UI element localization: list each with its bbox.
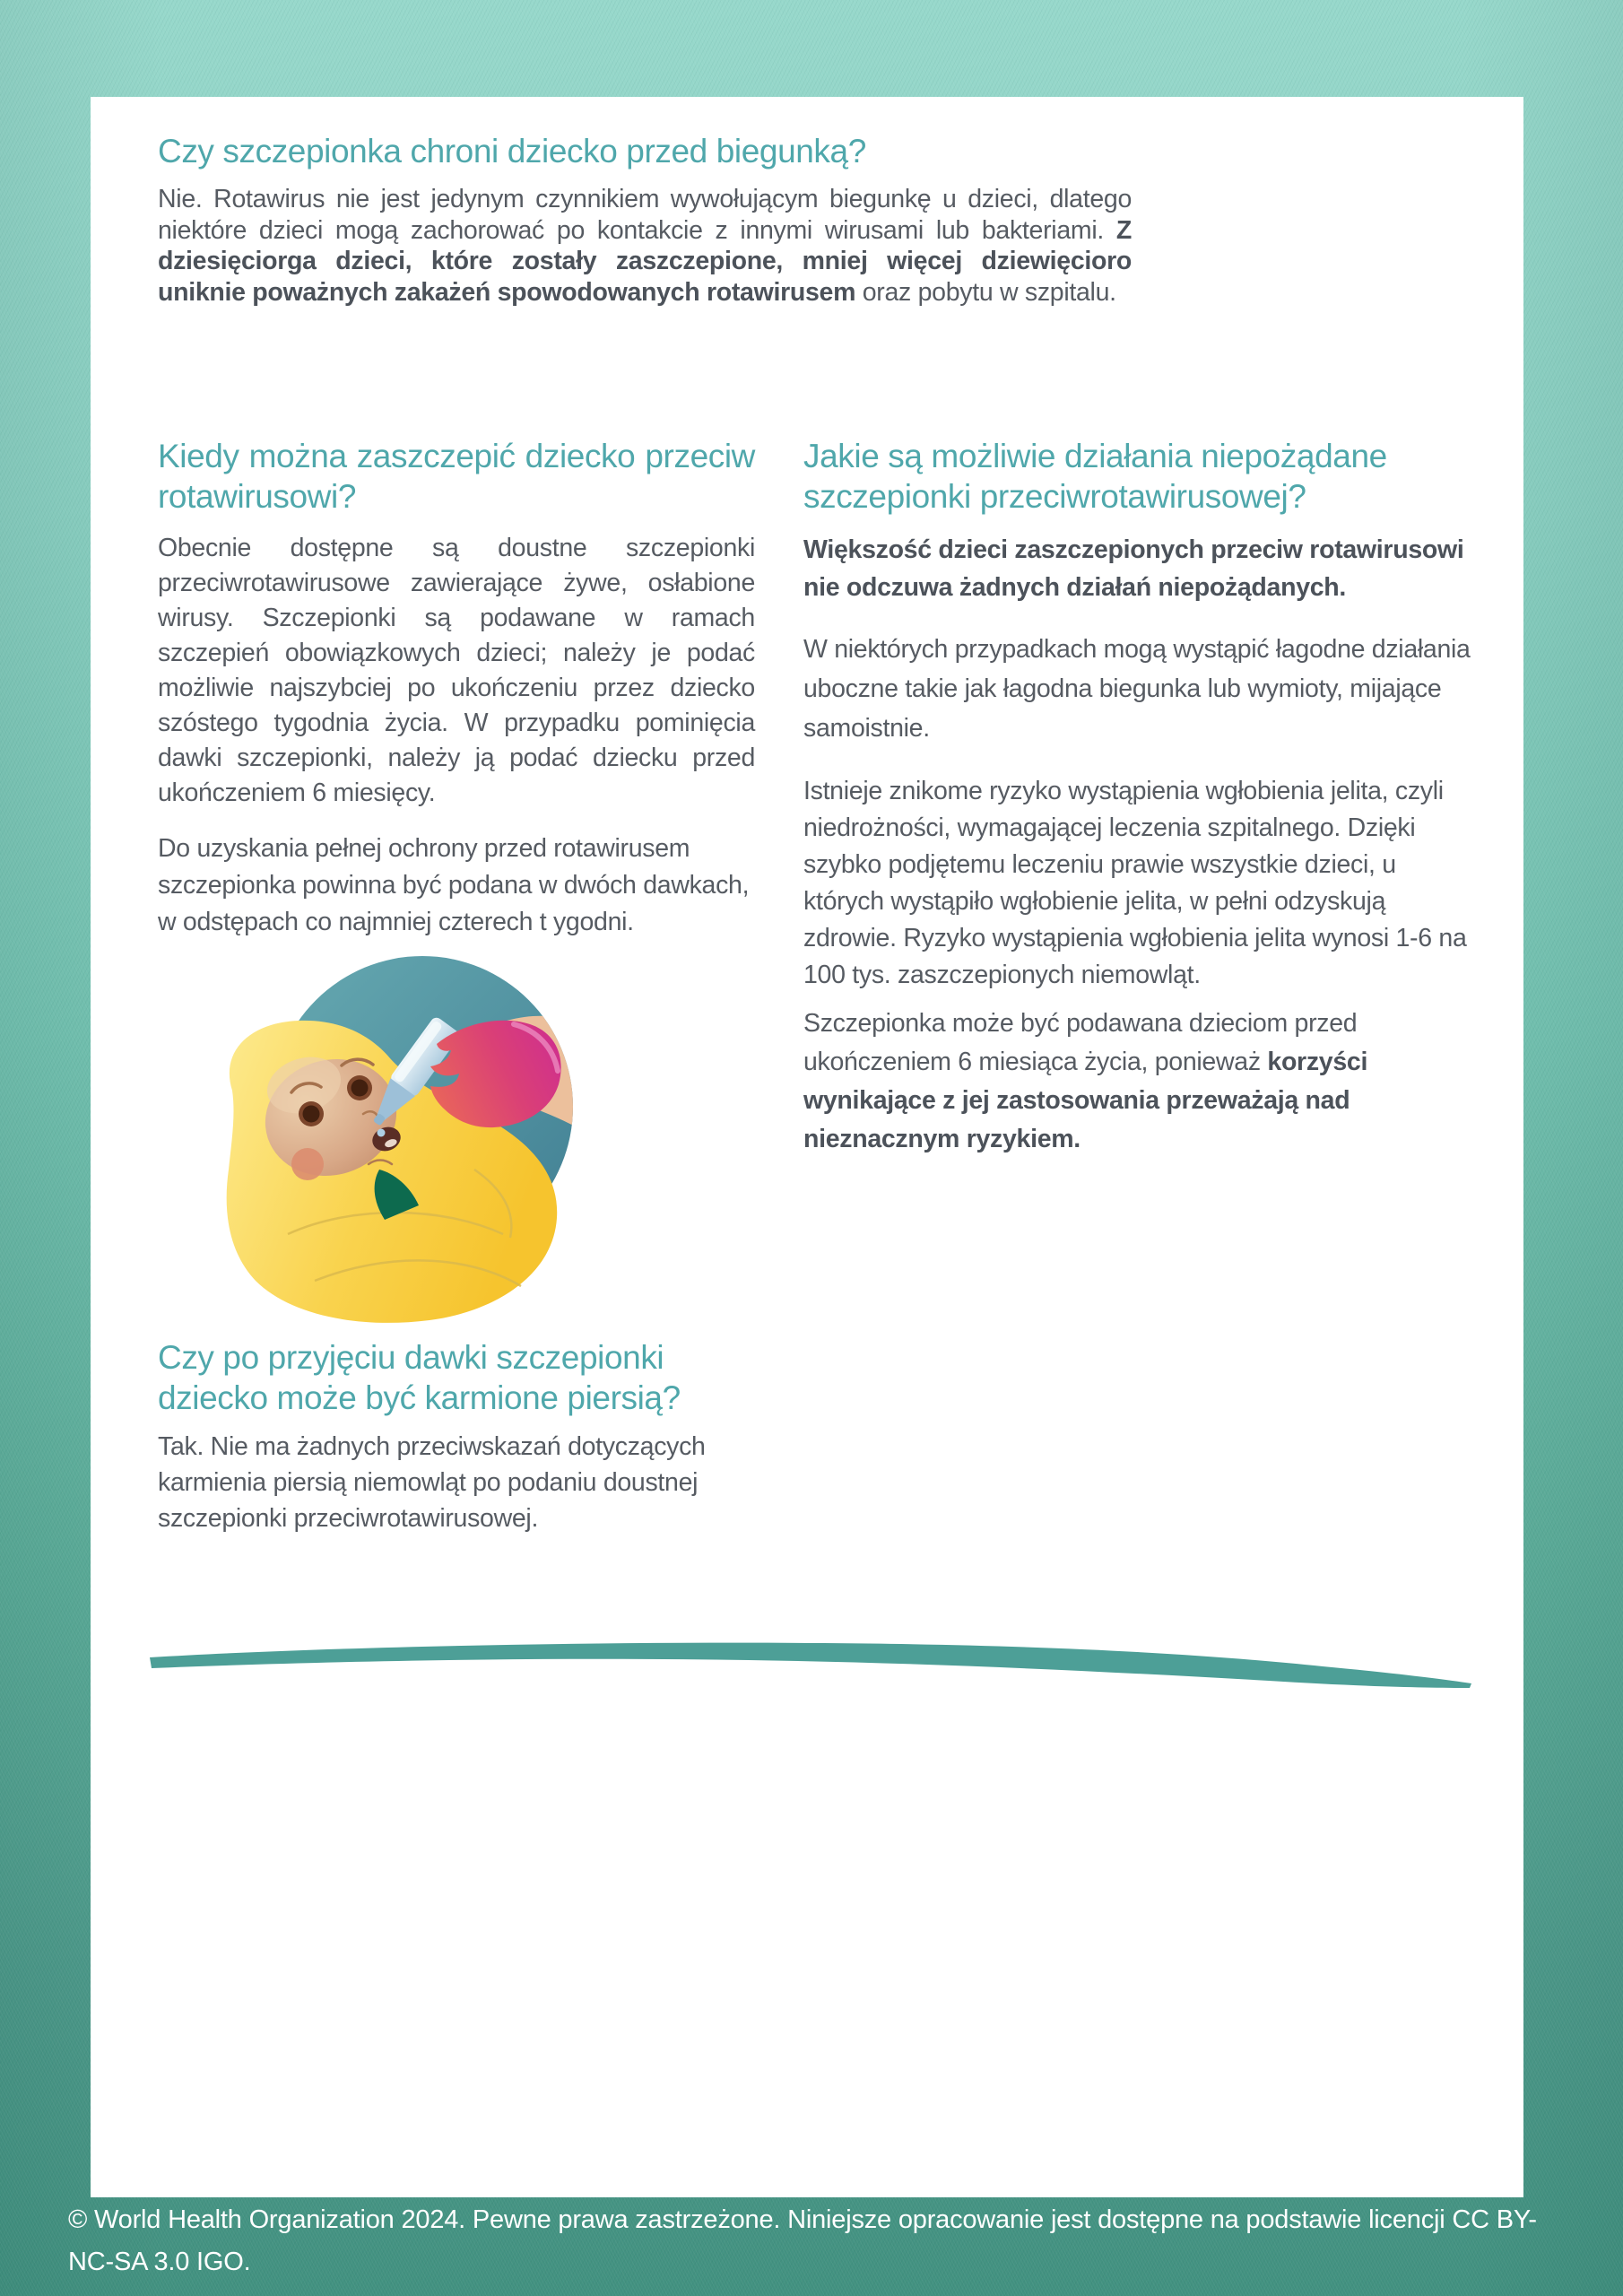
breastfeeding-heading: Czy po przyjęciu dawki szczepionki dziecko może być karmione piersią? <box>158 1339 681 1416</box>
section-when-to-vaccinate <box>158 436 755 941</box>
vaccine-droplet <box>378 1129 386 1137</box>
side-effects-paragraph-4: Szczepionka może być podawana dzieciom przed ukończeniem 6 miesiąca życia, ponieważ korzyści wynikające z jej zastosowania przeważają nad nieznacznym ryzykiem. <box>803 1009 1368 1153</box>
diarrhea-question-heading: Czy szczepionka chroni dziecko przed biegunką? <box>158 133 866 170</box>
when-paragraph-1: Obecnie dostępne są doustne szczepionki przeciwrotawirusowe zawierające żywe, osłabione wirusy. Szczepionki są podawane w ramach szczepień obowiązkowych dzieci; należy je podać możliwie najszybciej po ukończeniu przez dziecko szóstego tygodnia życia. W przypadku pominięcia dawki szczepionki, należy ją podać dziecku przed ukończeniem 6 miesięcy. <box>158 534 755 807</box>
section-diarrhea-question <box>158 131 1132 308</box>
section-side-effects <box>803 436 1472 1159</box>
diarrhea-question-paragraph: Nie. Rotawirus nie jest jedynym czynnikiem wywołującym biegunkę u dzieci, dlatego niektóre dzieci mogą zachorować po kontakcie z innymi wirusami lub bakteriami. Z dziesięciorga dzieci, które zostały zaszczepione, mniej więcej dziewięcioro uniknie poważnych zakażeń spowodowanych rotawirusem oraz pobytu w szpitalu. <box>158 185 1132 307</box>
side-effects-heading: Jakie są możliwie działania niepożądane szczepionki przeciwrotawirusowej? <box>803 438 1387 515</box>
side-effects-paragraph-3: Istnieje znikome ryzyko wystąpienia wgłobienia jelita, czyli niedrożności, wymagającej leczenia szpitalnego. Dzięki szybko podjętemu leczeniu prawie wszystkie dzieci, u których wystąpiło wgłobienie jelita, w pełni odzyskują zdrowie. Ryzyko wystąpienia wgłobienia jelita wynosi 1-6 na 100 tys. zaszczepionych niemowląt. <box>803 777 1467 989</box>
oral-vaccine-illustration <box>205 938 582 1335</box>
breastfeeding-paragraph: Tak. Nie ma żadnych przeciwskazań dotyczących karmienia piersią niemowląt po podaniu doustnej szczepionki przeciwrotawirusowej. <box>158 1432 706 1533</box>
copyright-license-text: © World Health Organization 2024. Pewne prawa zastrzeżone. Niniejsze opracowanie jest dostępne na podstawie licencji CC BY-NC-SA 3.0 IGO. <box>68 2205 1537 2276</box>
when-to-vaccinate-heading: Kiedy można zaszczepić dziecko przeciw rotawirusowi? <box>158 438 755 515</box>
document-page <box>91 97 1523 2197</box>
side-effects-paragraph-2: W niektórych przypadkach mogą wystąpić łagodne działania uboczne takie jak łagodna biegunka lub wymioty, mijające samoistnie. <box>803 635 1471 743</box>
side-effects-paragraph-bold: Większość dzieci zaszczepionych przeciw rotawirusowi nie odczuwa żadnych działań niepożądanych. <box>803 535 1464 602</box>
section-breastfeeding <box>158 1337 742 1536</box>
brush-divider-line <box>143 1634 1477 1690</box>
when-paragraph-2: Do uzyskania pełnej ochrony przed rotawirusem szczepionka powinna być podana w dwóch dawkach, w odstępach co najmniej czterech t ygodni. <box>158 834 750 936</box>
